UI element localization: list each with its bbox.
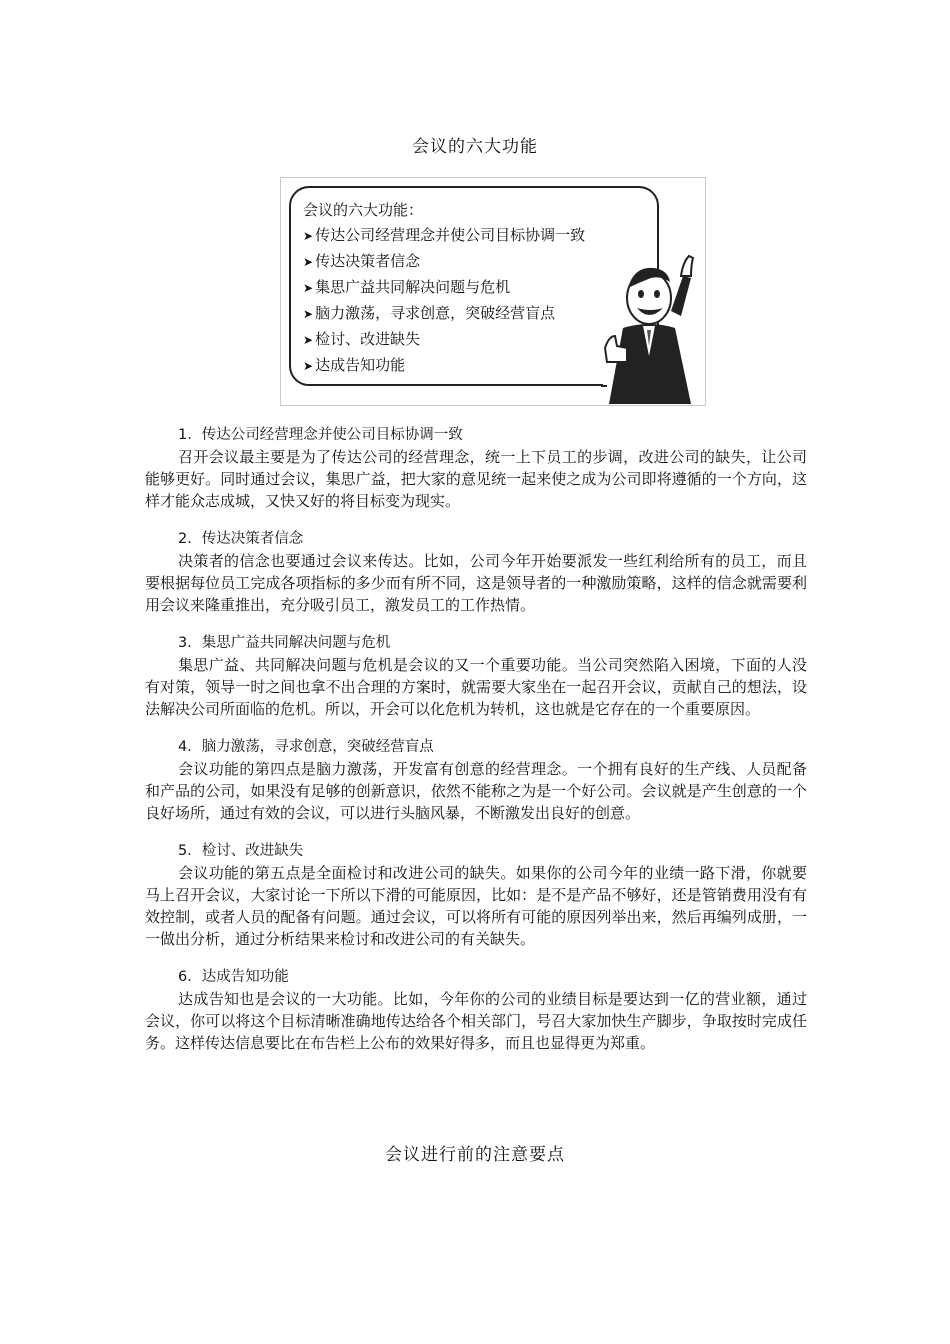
- section-heading: 3．集思广益共同解决问题与危机: [178, 635, 391, 651]
- next-section-title: 会议进行前的注意要点: [385, 1145, 565, 1165]
- section-paragraph: 决策者的信念也要通过会议来传达。比如，公司今年开始要派发一些红利给所有的员工，而且要根据每位员工完成各项指标的多少而有所不同，这是领导者的一种激励策略，这样的信念就需要利用会议来隆重推出，充分吸引员工，激发员工的工作热情。: [145, 552, 807, 614]
- arrow-bullet-icon: ➤: [303, 229, 314, 243]
- section-heading: 1．传达公司经营理念并使公司目标协调一致: [178, 427, 463, 443]
- section-heading: 4．脑力激荡，寻求创意，突破经营盲点: [178, 739, 434, 755]
- page-title: 会议的六大功能: [412, 137, 538, 157]
- illustration-heading: 会议的六大功能：: [303, 201, 424, 219]
- arrow-bullet-icon: ➤: [303, 359, 314, 373]
- section-6: [145, 966, 807, 1054]
- section-5: [145, 840, 807, 950]
- section-heading: 2．传达决策者信念: [178, 531, 304, 547]
- arrow-bullet-icon: ➤: [303, 333, 314, 347]
- section-paragraph: 召开会议最主要是为了传达公司的经营理念，统一上下员工的步调，改进公司的缺失，让公司能够更好。同时通过会议，集思广益，把大家的意见统一起来使之成为公司即将遵循的一个方向，这样才能众志成城，又快又好的将目标变为现实。: [145, 448, 807, 510]
- section-heading: 6．达成告知功能: [178, 969, 289, 985]
- arrow-bullet-icon: ➤: [303, 307, 314, 321]
- illustration-text: [303, 198, 585, 379]
- arrow-bullet-icon: ➤: [303, 281, 314, 295]
- arrow-bullet-icon: ➤: [303, 255, 314, 269]
- section-paragraph: 集思广益、共同解决问题与危机是会议的又一个重要功能。当公司突然陷入困境，下面的人没有对策，领导一时之间也拿不出合理的方案时，就需要大家坐在一起召开会议，贡献自己的想法，设法解决公司所面临的危机。所以，开会可以化危机为转机，这也就是它存在的一个重要原因。: [145, 656, 807, 718]
- functions-illustration: [280, 177, 706, 406]
- section-paragraph: 会议功能的第四点是脑力激荡，开发富有创意的经营理念。一个拥有良好的生产线、人员配备和产品的公司，如果没有足够的创新意识，依然不能称之为是一个好公司。会议就是产生创意的一个良好场所，通过有效的会议，可以进行头脑风暴，不断激发出良好的创意。: [145, 760, 807, 822]
- illustration-item: ➤ 传达决策者信念: [303, 252, 421, 270]
- article-body: [145, 424, 807, 1070]
- section-paragraph: 会议功能的第五点是全面检讨和改进公司的缺失。如果你的公司今年的业绩一路下滑，你就要马上召开会议，大家讨论一下所以下滑的可能原因，比如：是不是产品不够好，还是管销费用没有有效控制，或者人员的配备有问题。通过会议，可以将所有可能的原因列举出来，然后再编列成册，一一做出分析，通过分析结果来检讨和改进公司的有关缺失。: [145, 864, 807, 948]
- section-3: [145, 632, 807, 720]
- section-2: [145, 528, 807, 616]
- illustration-item: ➤ 检讨、改进缺失: [303, 330, 421, 348]
- section-1: [145, 424, 807, 512]
- section-4: [145, 736, 807, 824]
- illustration-item: ➤ 集思广益共同解决问题与危机: [303, 278, 511, 296]
- illustration-item: ➤ 脑力激荡，寻求创意，突破经营盲点: [303, 304, 556, 322]
- section-heading: 5．检讨、改进缺失: [178, 843, 304, 859]
- illustration-item: ➤ 传达公司经营理念并使公司目标协调一致: [303, 226, 586, 244]
- section-paragraph: 达成告知也是会议的一大功能。比如，今年你的公司的业绩目标是要达到一亿的营业额，通过会议，你可以将这个目标清晰准确地传达给各个相关部门，号召大家加快生产脚步，争取按时完成任务。这样传达信息要比在布告栏上公布的效果好得多，而且也显得更为郑重。: [145, 990, 807, 1052]
- illustration-item: ➤ 达成告知功能: [303, 356, 406, 374]
- businessman-cartoon-icon: [601, 236, 705, 404]
